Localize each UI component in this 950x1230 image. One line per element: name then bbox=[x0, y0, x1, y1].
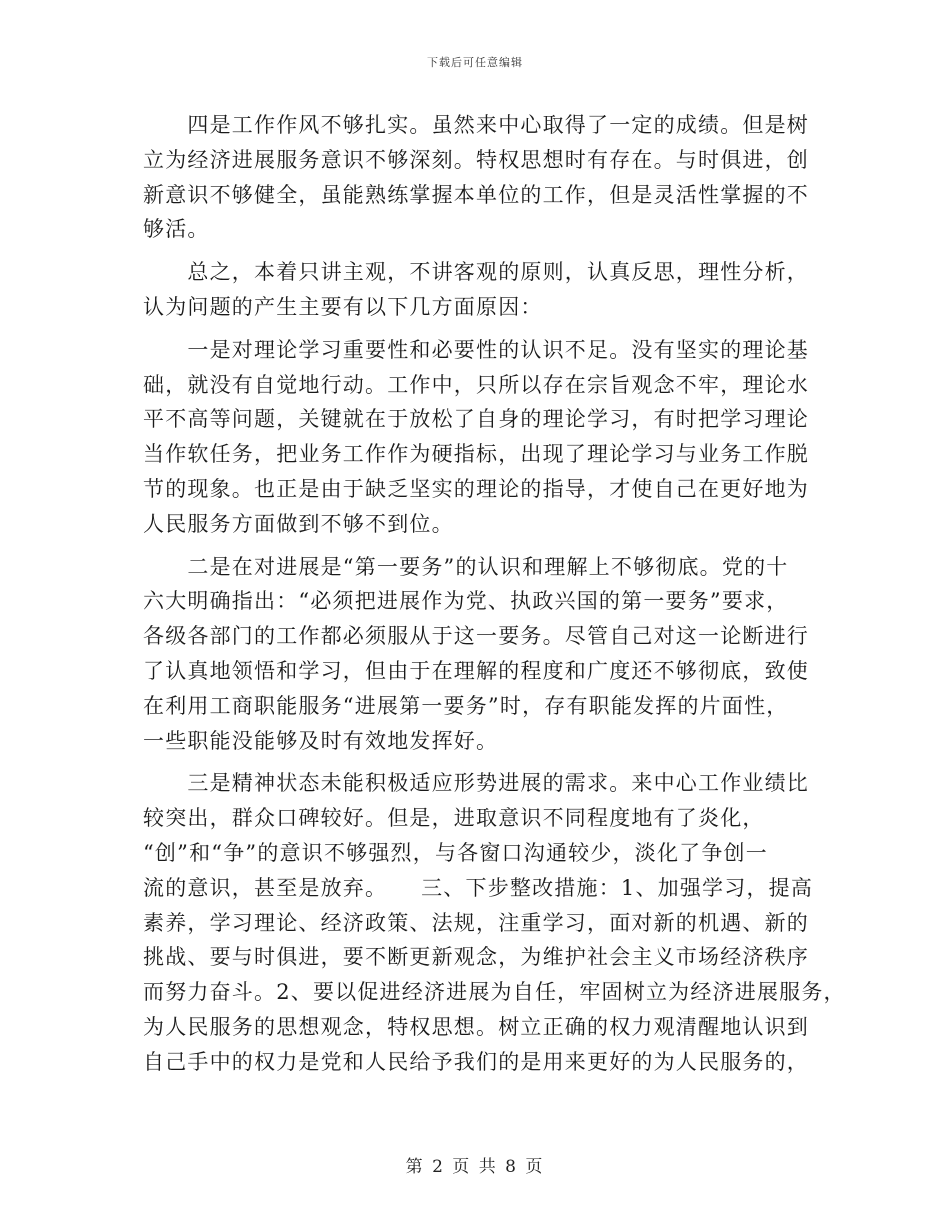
body-line: 四是工作作风不够扎实。虽然来中心取得了一定的成绩。但是树 bbox=[143, 113, 809, 137]
body-line: 挑战、要与时俱进，要不断更新观念，为维护社会主义市场经济秩序 bbox=[143, 945, 809, 970]
page-number: 第 2 页 共 8 页 bbox=[405, 1157, 545, 1177]
body-line: 新意识不够健全，虽能熟练掌握本单位的工作，但是灵活性掌握的不 bbox=[143, 182, 809, 207]
body-line: 三是精神状态未能积极适应形势进展的需求。来中心工作业绩比 bbox=[143, 771, 809, 796]
body-line: 认为问题的产生主要有以下几方面原因： bbox=[143, 294, 543, 319]
body-line: “创”和“争”的意识不够强烈，与各窗口沟通较少，淡化了争创一 bbox=[143, 840, 768, 865]
body-line: 够活。 bbox=[143, 217, 210, 242]
body-line: 平不高等问题，关键就在于放松了自身的理论学习，有时把学习理论 bbox=[143, 407, 809, 432]
body-line: 自己手中的权力是党和人民给予我们的是用来更好的为人民服务的， bbox=[143, 1049, 809, 1074]
body-line: 立为经济进展服务意识不够深刻。特权思想时有存在。与时俱进，创 bbox=[143, 147, 809, 172]
body-line: 当作软任务，把业务工作作为硬指标，出现了理论学习与业务工作脱 bbox=[143, 442, 809, 467]
body-line: 总之，本着只讲主观，不讲客观的原则，认真反思，理性分析， bbox=[143, 260, 809, 285]
body-line: 而努力奋斗。2、要以促进经济进展为自任，牢固树立为经济进展服务， bbox=[143, 980, 846, 1005]
body-line: 在利用工商职能服务“进展第一要务”时，存有职能发挥的片面性， bbox=[143, 693, 789, 718]
body-line: 了认真地领悟和学习，但由于在理解的程度和广度还不够彻底，致使 bbox=[143, 658, 809, 683]
body-line: 一是对理论学习重要性和必要性的认识不足。没有坚实的理论基 bbox=[143, 337, 809, 362]
body-line: 为人民服务的思想观念，特权思想。树立正确的权力观清醒地认识到 bbox=[143, 1014, 809, 1039]
body-line: 六大明确指出：“必须把进展作为党、执政兴国的第一要务”要求， bbox=[143, 589, 789, 614]
body-line: 各级各部门的工作都必须服从于这一要务。尽管自己对这一论断进行 bbox=[143, 624, 809, 649]
body-line: 较突出，群众口碑较好。但是，进取意识不同程度地有了炎化， bbox=[143, 806, 765, 831]
body-line: 础，就没有自觉地行动。工作中，只所以存在宗旨观念不牢，理论水 bbox=[143, 372, 809, 397]
body-line: 人民服务方面做到不够不到位。 bbox=[143, 511, 454, 536]
body-line: 二是在对进展是“第一要务”的认识和理解上不够彻底。党的十 bbox=[143, 554, 789, 579]
body-line: 素养，学习理论、经济政策、法规，注重学习，面对新的机遇、新的 bbox=[143, 910, 809, 935]
body-line: 一些职能没能够及时有效地发挥好。 bbox=[143, 728, 499, 753]
document-body bbox=[143, 108, 846, 1080]
page-header-note: 下载后可任意编辑 bbox=[427, 56, 523, 69]
body-line: 流的意识，甚至是放弃。 三、下步整改措施：1、加强学习，提高 bbox=[143, 875, 814, 900]
body-line: 节的现象。也正是由于缺乏坚实的理论的指导，才使自己在更好地为 bbox=[143, 476, 809, 501]
